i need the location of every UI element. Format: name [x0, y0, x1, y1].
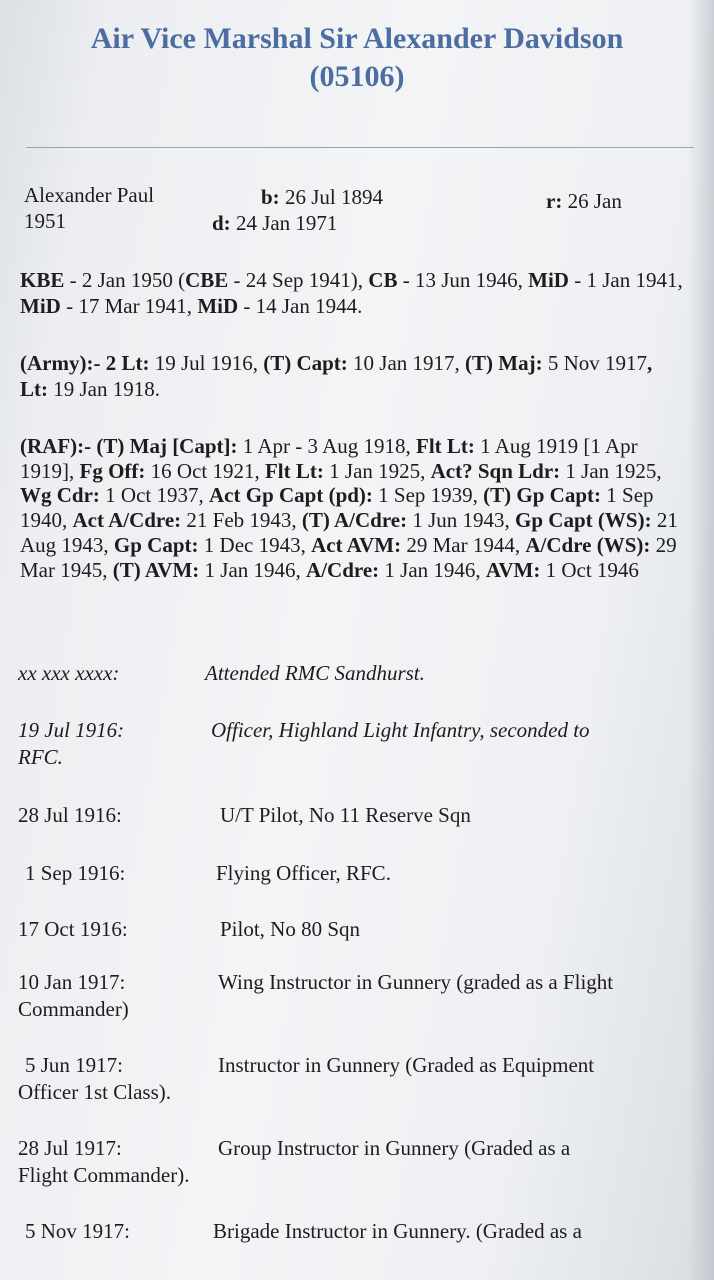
raf-term: (T) Gp Capt: — [483, 483, 602, 508]
entry-description: Wing Instructor in Gunnery (graded as a Flight — [218, 970, 614, 994]
raf-term: Gp Capt (WS): — [515, 508, 652, 533]
born-date: 26 Jul 1894 — [284, 185, 383, 209]
title-service-number: (05106) — [309, 60, 405, 93]
raf-term: Flt Lt: — [416, 434, 475, 458]
raf-term: A/Cdre: — [306, 557, 380, 582]
army-term: , Lt: — [20, 351, 653, 401]
entry-date: 5 Jun 1917: — [25, 1053, 124, 1077]
page-title — [0, 20, 714, 96]
raf-term: Flt Lt: — [264, 458, 324, 483]
raf-date: 1 Jun 1943, — [407, 508, 516, 533]
entry-date: 28 Jul 1916: — [18, 803, 122, 827]
raf-term: Gp Capt: — [113, 532, 199, 557]
entry-date: xx xxx xxxx: — [18, 661, 120, 685]
honours-date: - 13 Jun 1946, — [397, 268, 529, 292]
entry-description-continued: RFC. — [18, 745, 63, 769]
entry-description: Attended RMC Sandhurst. — [205, 661, 425, 685]
title-divider — [26, 147, 694, 148]
bio-name: Alexander Paul — [24, 183, 155, 207]
entry-description: Brigade Instructor in Gunnery. (Graded as a — [213, 1219, 582, 1243]
raf-term: A/Cdre (WS): — [525, 532, 651, 557]
entry-description: Group Instructor in Gunnery (Graded as a — [218, 1136, 571, 1160]
entry-date: 5 Nov 1917: — [25, 1219, 130, 1243]
raf-term: AVM: — [485, 557, 541, 582]
army-date: 5 Nov 1917 — [542, 351, 648, 375]
honours-term: CB — [368, 268, 398, 292]
raf-date: 1 Jan 1946, — [199, 557, 307, 582]
army-term: (Army):- 2 Lt: — [20, 351, 150, 375]
honours-term: CBE — [185, 268, 229, 292]
raf-date: 16 Oct 1921, — [145, 458, 265, 483]
bio-died — [212, 210, 337, 236]
entry-date: 10 Jan 1917: — [18, 970, 126, 994]
raf-term: Act Gp Capt (pd): — [209, 483, 373, 508]
entry-date: 28 Jul 1917: — [18, 1136, 122, 1160]
raf-date: 29 Mar 1945, — [20, 532, 677, 582]
page-edge-shadow — [688, 0, 714, 1280]
raf-date: 21 Feb 1943, — [181, 508, 302, 533]
raf-term: Wg Cdr: — [20, 483, 100, 508]
entry-description: U/T Pilot, No 11 Reserve Sqn — [220, 803, 471, 827]
honours-term: MiD — [197, 294, 239, 318]
raf-date: 1 Oct 1937, — [99, 483, 209, 508]
retired-label: r: — [546, 189, 563, 213]
raf-term: (T) A/Cdre: — [301, 508, 408, 533]
army-date: 19 Jul 1916, — [149, 351, 264, 375]
army-ranks-paragraph — [20, 350, 670, 402]
honours-term: KBE — [20, 268, 65, 292]
raf-date: 1 Jan 1946, — [379, 557, 486, 582]
honours-term: MiD — [528, 268, 569, 292]
raf-term: Act A/Cdre: — [72, 508, 182, 533]
army-term: (T) Maj: — [465, 351, 543, 375]
raf-date: 29 Mar 1944, — [401, 532, 526, 557]
retired-date: 26 Jan — [567, 189, 622, 213]
raf-term: (RAF):- (T) Maj [Capt]: — [20, 434, 238, 458]
entry-description: Officer, Highland Light Infantry, seconded to — [211, 718, 590, 742]
raf-date: 1 Oct 1946 — [540, 557, 639, 582]
died-date: 24 Jan 1971 — [235, 211, 338, 235]
entry-description-continued: Flight Commander). — [18, 1163, 190, 1187]
bio-retired — [546, 188, 622, 214]
entry-description: Instructor in Gunnery (Graded as Equipment — [218, 1053, 595, 1077]
honours-date: - 2 Jan 1950 ( — [64, 268, 186, 292]
army-date: 10 Jan 1917, — [347, 351, 466, 375]
raf-term: Act? Sqn Ldr: — [430, 458, 561, 483]
raf-date: 1 Dec 1943, — [198, 532, 312, 557]
honours-date: - 14 Jan 1944. — [238, 294, 363, 318]
army-term: (T) Capt: — [263, 351, 348, 375]
died-label: d: — [212, 211, 231, 235]
raf-date: 1 Sep 1939, — [372, 483, 484, 508]
honours-term: MiD — [20, 294, 61, 318]
raf-term: (T) AVM: — [112, 557, 200, 582]
entry-date: 19 Jul 1916: — [18, 718, 125, 742]
bio-retired-year: 1951 — [24, 209, 66, 233]
raf-date: 1 Sep 1940, — [20, 483, 654, 533]
honours-paragraph — [20, 267, 696, 319]
title-name: Air Vice Marshal Sir Alexander Davidson — [90, 22, 624, 55]
entry-description-continued: Officer 1st Class). — [18, 1080, 171, 1104]
raf-date: 1 Aug 1919 [1 Apr 1919], — [20, 434, 638, 483]
bio-born — [261, 184, 383, 210]
raf-term: Fg Off: — [79, 458, 146, 483]
raf-date: 1 Apr - 3 Aug 1918, — [237, 434, 417, 458]
raf-ranks-paragraph — [20, 434, 696, 582]
honours-date: - 1 Jan 1941, — [568, 268, 683, 292]
raf-date: 1 Jan 1925, — [560, 458, 662, 483]
honours-date: - 17 Mar 1941, — [60, 294, 198, 318]
entry-date: 1 Sep 1916: — [25, 861, 126, 885]
raf-date: 1 Jan 1925, — [323, 458, 431, 483]
entry-description: Pilot, No 80 Sqn — [220, 917, 361, 941]
born-label: b: — [261, 185, 280, 209]
honours-date: - 24 Sep 1941), — [228, 268, 369, 292]
entry-description: Flying Officer, RFC. — [216, 861, 391, 885]
raf-term: Act AVM: — [311, 532, 402, 557]
entry-description-continued: Commander) — [18, 997, 129, 1021]
army-date: 19 Jan 1918. — [48, 377, 160, 401]
entry-date: 17 Oct 1916: — [18, 917, 128, 941]
raf-date: 21 Aug 1943, — [20, 508, 678, 557]
